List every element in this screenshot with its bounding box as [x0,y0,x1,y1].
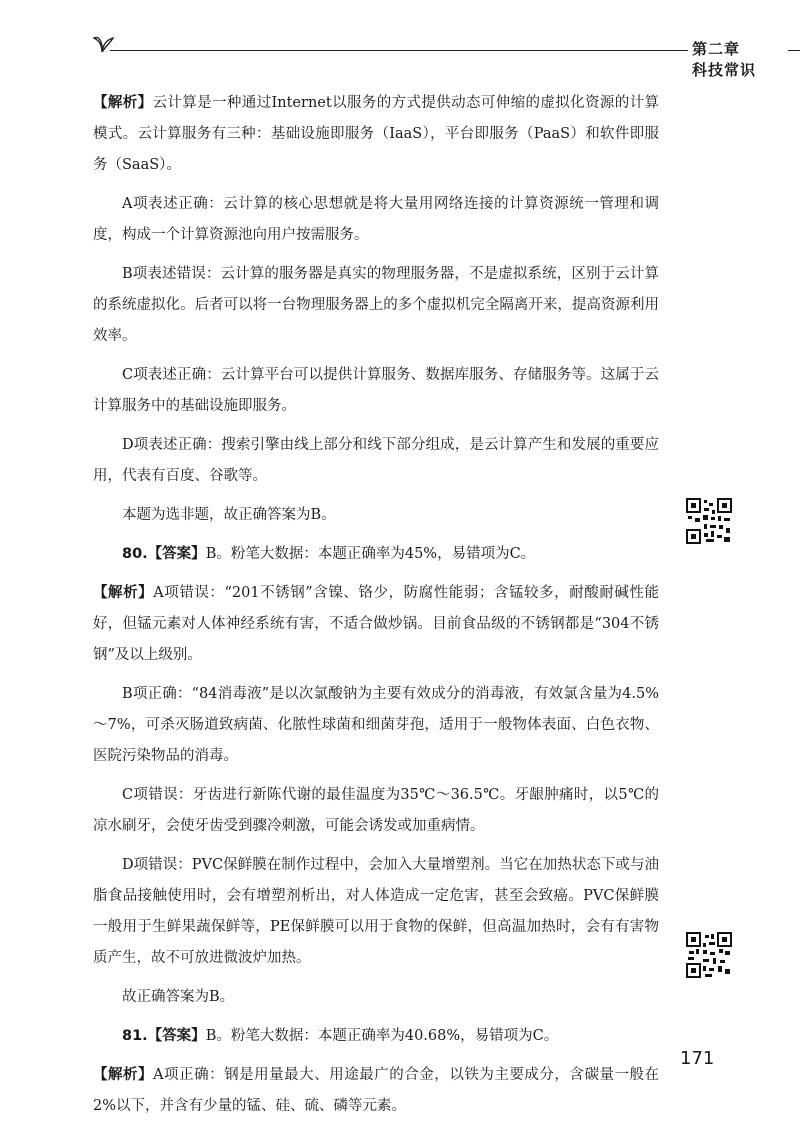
paragraph-text: A项错误：“201不锈钢”含镍、铬少，防腐性能弱；含锰较多，耐酸耐碱性能好，但锰元素对人体神经系统有害，不适合做炒锅。目前食品级的不锈钢都是“304不锈钢”及以上级别。 [93,585,659,663]
paragraph-lead: 【解析】 [93,1067,154,1083]
header-rule-tail [788,50,800,51]
answer-lead: 80.【答案】 [122,546,206,562]
paragraph-text: A项表述正确：云计算的核心思想就是将大量用网络连接的计算资源统一管理和调度，构成一个计算资源池向用户按需服务。 [93,196,659,243]
paragraph [93,982,659,1013]
paragraph [93,189,659,251]
paragraph-text: A项正确：钢是用量最大、用途最广的合金，以铁为主要成分，含碳量一般在2%以下，并含有少量的锰、硅、硫、磷等元素。 [93,1067,660,1114]
chapter-title [692,38,778,80]
header-rule [110,50,678,51]
paragraph-lead: 【解析】 [93,95,153,111]
paragraph-text: 云计算是一种通过Internet以服务的方式提供动态可伸缩的虚拟化资源的计算模式。云计算服务有三种：基础设施即服务（IaaS），平台即服务（PaaS）和软件即服务（SaaS）。 [93,95,659,173]
paragraph-text: D项表述正确：搜索引擎由线上部分和线下部分组成，是云计算产生和发展的重要应用，代表有百度、谷歌等。 [93,437,659,484]
paragraph [93,1060,659,1122]
paragraph [93,259,659,352]
qr-code-icon[interactable] [686,932,732,978]
chapter-label: 第二章 [692,40,741,58]
paragraph [93,88,659,181]
paragraph-text: B项表述错误：云计算的服务器是真实的物理服务器，不是虚拟系统，区别于云计算的系统虚拟化。后者可以将一台物理服务器上的多个虚拟机完全隔离开来，提高资源利用效率。 [93,266,659,344]
header-rule-short [676,50,688,51]
paragraph [93,539,659,570]
paragraph-text: C项错误：牙齿进行新陈代谢的最佳温度为35℃～36.5℃。牙龈肿痛时，以5℃的凉水刷牙，会使牙齿受到骤冷刺激，可能会诱发或加重病情。 [93,787,659,834]
paragraph [93,430,659,492]
paragraph-text: 本题为选非题，故正确答案为B。 [122,507,336,523]
paragraph [93,679,659,772]
paragraph-text: D项错误：PVC保鲜膜在制作过程中，会加入大量增塑剂。当它在加热状态下或与油脂食品接触使用时，会有增塑剂析出，对人体造成一定危害，甚至会致癌。PVC保鲜膜一般用于生鲜果蔬保鲜等，PE保鲜膜可以用于食物的保鲜，但高温加热时，会有有害物质产生，故不可放进微波炉加热。 [93,857,659,966]
page-header [88,30,778,79]
paragraph-lead: 【解析】 [93,585,154,601]
paragraph [93,500,659,531]
paragraph [93,850,659,974]
section-label: 科技常识 [692,61,757,79]
paragraph [93,360,659,422]
paragraph-text: C项表述正确：云计算平台可以提供计算服务、数据库服务、存储服务等。这属于云计算服务中的基础设施即服务。 [93,367,659,414]
paragraph [93,780,659,842]
paragraph-text: 故正确答案为B。 [122,989,235,1005]
qr-code-icon[interactable] [686,498,732,544]
paragraph-text: B。粉笔大数据：本题正确率为45%，易错项为C。 [205,546,536,562]
answer-lead: 81.【答案】 [122,1028,206,1044]
page-body [93,88,659,1130]
paragraph-text: B。粉笔大数据：本题正确率为40.68%，易错项为C。 [205,1028,559,1044]
paragraph [93,1021,659,1052]
page-number: 171 [680,1048,715,1069]
paragraph-text: B项正确：“84消毒液”是以次氯酸钠为主要有效成分的消毒液，有效氯含量为4.5%～7%，可杀灭肠道致病菌、化脓性球菌和细菌芽孢，适用于一般物体表面、白色衣物、医院污染物品的消毒。 [93,686,659,764]
paragraph [93,578,659,671]
